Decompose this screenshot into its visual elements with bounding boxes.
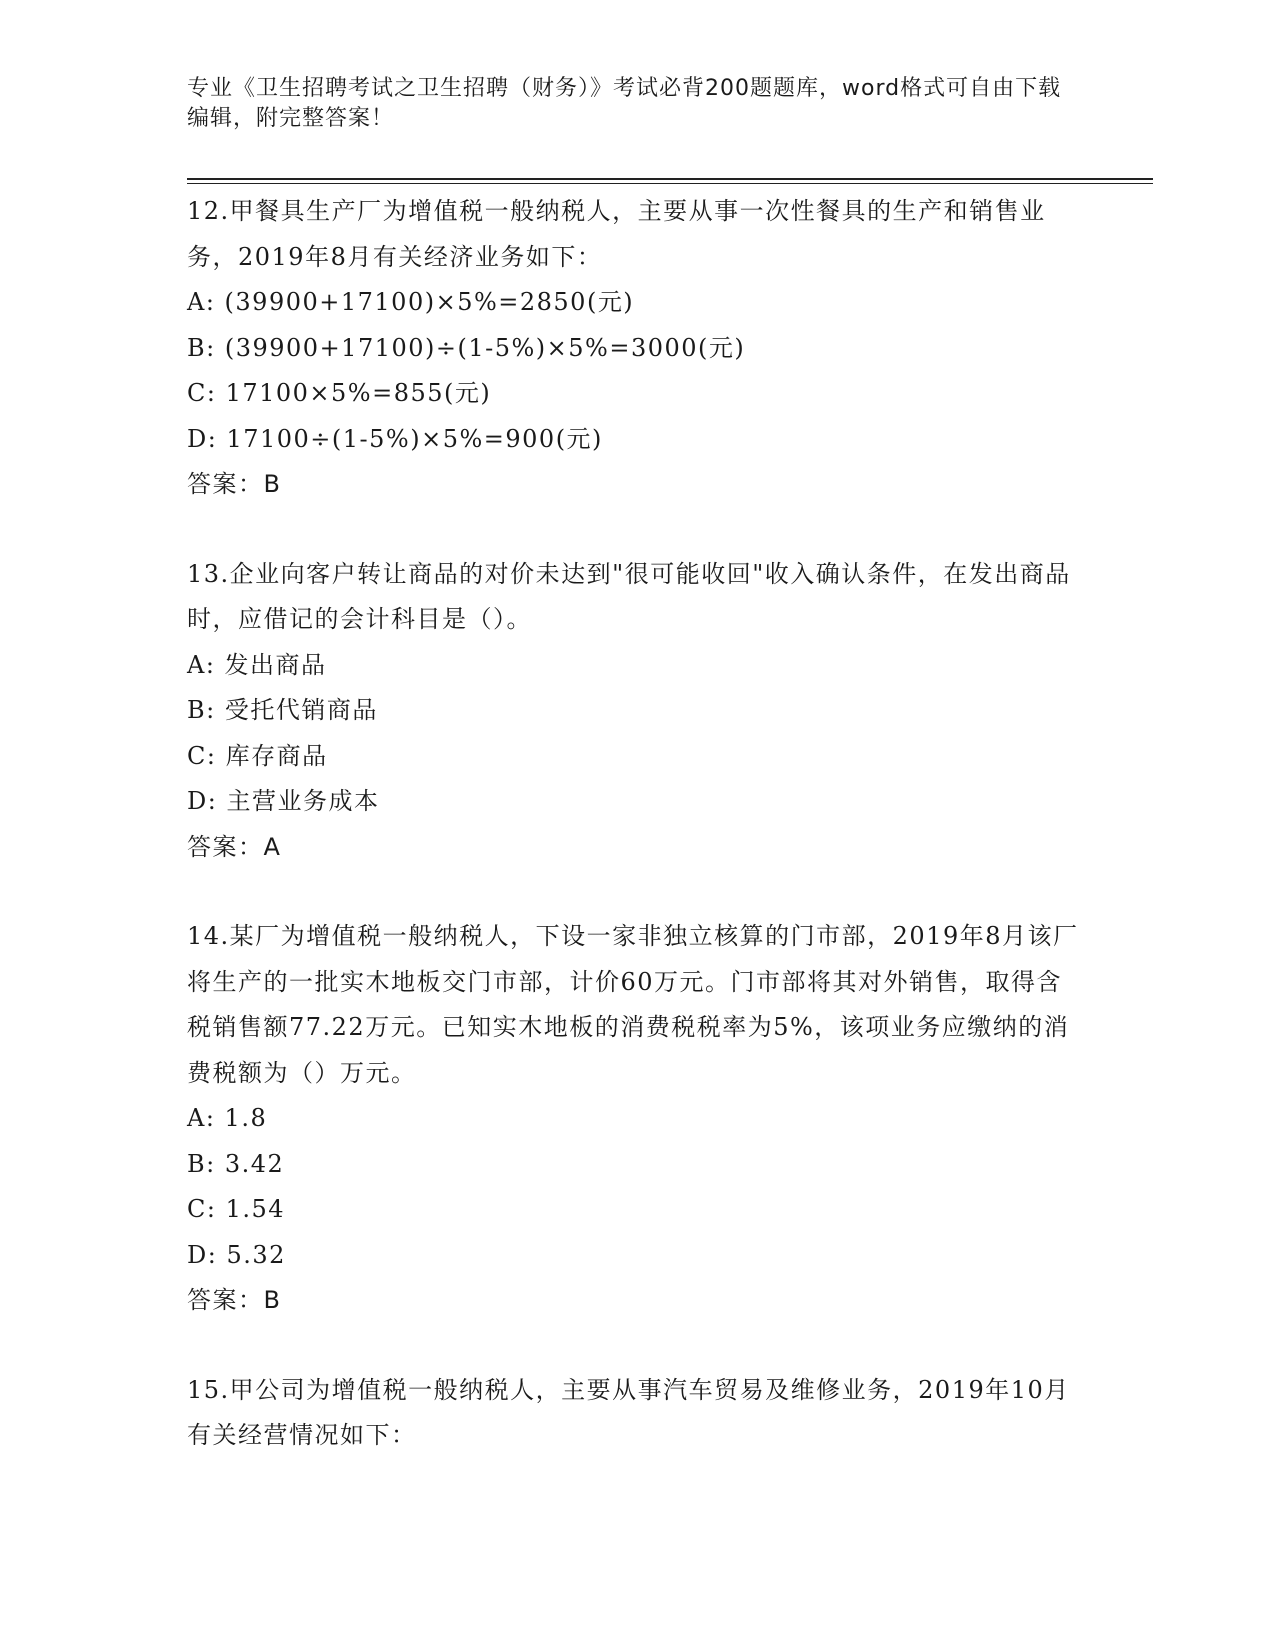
question-14 (187, 914, 1087, 1324)
question-13 (187, 552, 1087, 871)
option-b: B: (39900+17100)÷(1-5%)×5%=3000(元) (187, 333, 746, 362)
question-text: 15.甲公司为增值税一般纳税人，主要从事汽车贸易及维修业务，2019年10月有关经营情况如下： (187, 1375, 1070, 1449)
question-text: 14.某厂为增值税一般纳税人，下设一家非独立核算的门市部，2019年8月该厂将生产的一批实木地板交门市部，计价60万元。门市部将其对外销售，取得含税销售额77.22万元。已知实木地板的消费税税率为5%，该项业务应缴纳的消费税额为（）万元。 (187, 922, 1079, 1087)
option-d: D: 主营业务成本 (187, 787, 380, 815)
option-c: C: 库存商品 (187, 741, 328, 770)
option-d: D: 17100÷(1-5%)×5%=900(元) (187, 424, 603, 453)
question-list (187, 189, 1087, 1503)
answer-line: 答案：A (187, 832, 282, 861)
option-a: A: 发出商品 (187, 650, 327, 679)
header-divider-thin (187, 183, 1153, 184)
question-text: 13.企业向客户转让商品的对价未达到"很可能收回"收入确认条件，在发出商品时，应借记的会计科目是（）。 (187, 559, 1071, 633)
answer-line: 答案：B (187, 1286, 282, 1314)
question-15 (187, 1368, 1087, 1459)
option-c: C: 1.54 (187, 1195, 286, 1223)
option-a: A: 1.8 (187, 1104, 268, 1132)
option-a: A: (39900+17100)×5%=2850(元) (187, 288, 635, 316)
option-d: D: 5.32 (187, 1240, 286, 1269)
option-b: B: 受托代销商品 (187, 696, 378, 724)
option-b: B: 3.42 (187, 1149, 285, 1178)
answer-line: 答案：B (187, 470, 282, 498)
question-12 (187, 189, 1087, 508)
question-text: 12.甲餐具生产厂为增值税一般纳税人，主要从事一次性餐具的生产和销售业务，2019年8月有关经济业务如下： (187, 197, 1046, 271)
document-header: 专业《卫生招聘考试之卫生招聘（财务）》考试必背200题题库，word格式可自由下载编辑，附完整答案！ (187, 76, 1062, 131)
option-c: C: 17100×5%=855(元) (187, 379, 492, 407)
header-divider-thick (187, 178, 1153, 180)
